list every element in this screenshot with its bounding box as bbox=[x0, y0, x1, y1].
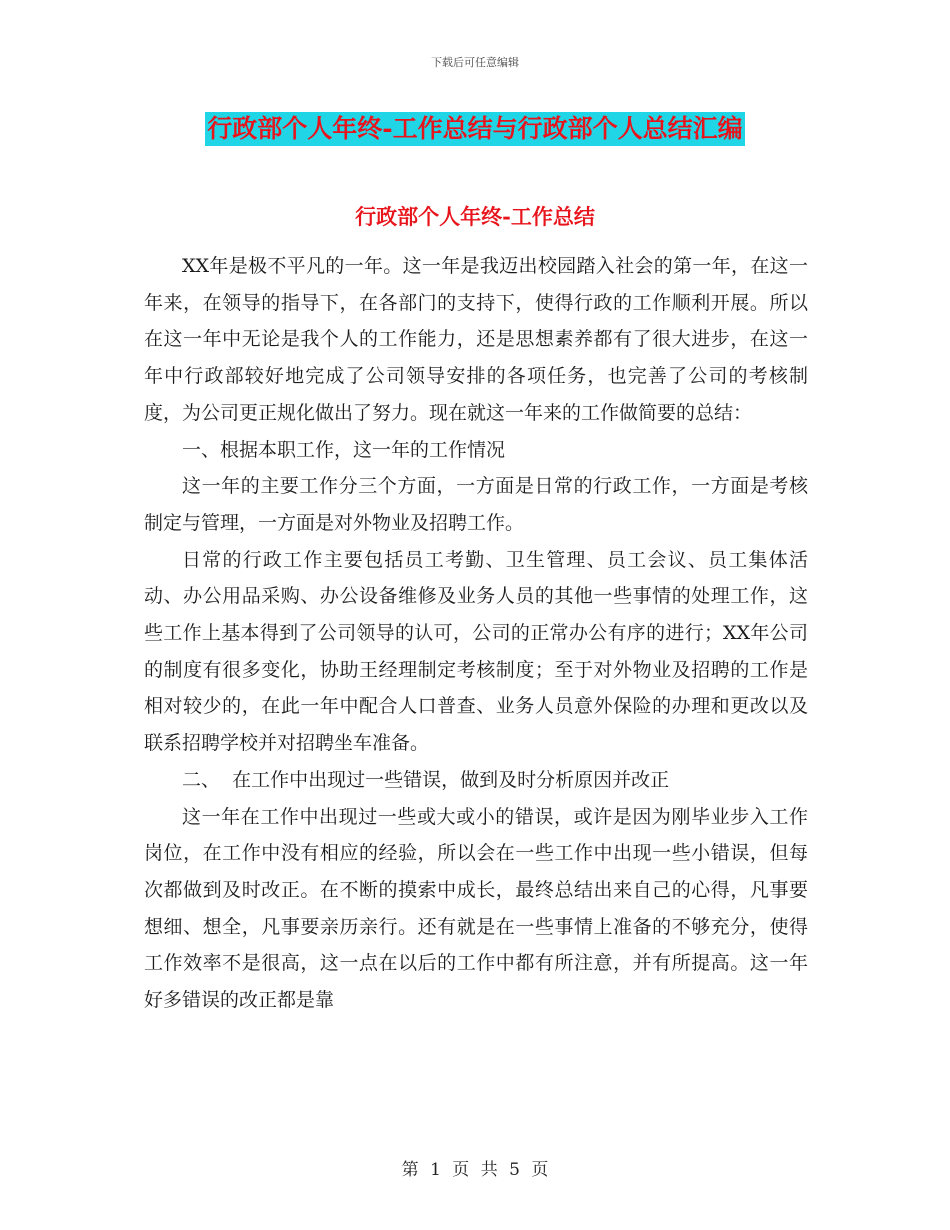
document-title: 行政部个人年终-工作总结与行政部个人总结汇编 bbox=[205, 112, 744, 146]
heading-one: 一、根据本职工作，这一年的工作情况 bbox=[182, 438, 506, 461]
document-title-container bbox=[0, 112, 950, 146]
page-footer: 第 1 页 共 5 页 bbox=[401, 1160, 549, 1180]
body-text bbox=[144, 248, 808, 1019]
paragraph-main-work: 这一年的主要工作分三个方面，一方面是日常的行政工作，一方面是考核制定与管理，一方面是对外物业及招聘工作。 bbox=[144, 475, 808, 534]
section-title: 行政部个人年终-工作总结 bbox=[355, 204, 595, 229]
heading-two: 二、 在工作中出现过一些错误，做到及时分析原因并改正 bbox=[182, 768, 670, 791]
paragraph-mistakes: 这一年在工作中出现过一些或大或小的错误，或许是因为刚毕业步入工作岗位，在工作中没有相应的经验，所以会在一些工作中出现一些小错误，但每次都做到及时改正。在不断的摸索中成长，最终总结出来自己的心得，凡事要想细、想全，凡事要亲历亲行。还有就是在一些事情上准备的不够充分，使得工作效率不是很高，这一点在以后的工作中都有所注意，并有所提高。这一年好多错误的改正都是靠 bbox=[144, 805, 808, 1012]
paragraph-daily-admin: 日常的行政工作主要包括员工考勤、卫生管理、员工会议、员工集体活动、办公用品采购、办公设备维修及业务人员的其他一些事情的处理工作，这些工作上基本得到了公司领导的认可，公司的正常办公有序的进行；XX年公司的制度有很多变化，协助王经理制定考核制度；至于对外物业及招聘的工作是相对较少的，在此一年中配合人口普查、业务人员意外保险的办理和更改以及联系招聘学校并对招聘坐车准备。 bbox=[144, 548, 808, 755]
header-note: 下载后可任意编辑 bbox=[431, 56, 519, 69]
paragraph-intro: XX年是极不平凡的一年。这一年是我迈出校园踏入社会的第一年，在这一年来，在领导的指导下，在各部门的支持下，使得行政的工作顺利开展。所以在这一年中无论是我个人的工作能力，还是思想素养都有了很大进步，在这一年中行政部较好地完成了公司领导安排的各项任务，也完善了公司的考核制度，为公司更正规化做出了努力。现在就这一年来的工作做简要的总结： bbox=[144, 255, 808, 424]
